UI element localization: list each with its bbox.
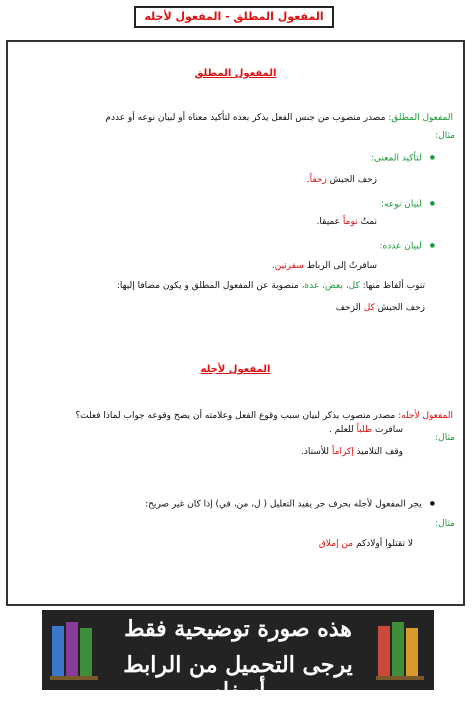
section2-example-label2: مثال: bbox=[435, 519, 455, 529]
banner-line1: هذه صورة توضيحية فقط bbox=[124, 616, 352, 642]
item2-highlight: نوماً bbox=[342, 217, 358, 227]
item3-label: ● لبيان عدده: bbox=[380, 240, 436, 253]
section1-example-label: مثال: bbox=[435, 131, 455, 141]
download-banner bbox=[42, 610, 434, 704]
section2-rule: ● يجر المفعول لأجله بحرف جر يفيد التعليل ( ل، من، في) إذا كان غير صريح: bbox=[145, 498, 435, 511]
section1-note-example: زحف الجيش كل الزحف bbox=[335, 303, 425, 313]
item2-label: ● لبيان نوعه: bbox=[381, 198, 435, 211]
item3-highlight: سفرتين bbox=[274, 261, 304, 271]
section2-ex3-highlight: من إملاق bbox=[318, 539, 354, 549]
section2-ex2-highlight: إكراماً bbox=[331, 447, 354, 457]
section1-note-example-highlight: كل bbox=[363, 303, 375, 313]
section1-definition bbox=[105, 112, 453, 124]
section2-heading: المفعول لأجله bbox=[200, 364, 271, 375]
books-icon bbox=[48, 620, 102, 682]
section1-def-term: المفعول المطلق: bbox=[388, 113, 453, 123]
content-frame bbox=[6, 40, 465, 606]
section2-definition bbox=[75, 410, 453, 422]
section1-note: تنوب ألفاظ منها: كل، بعض، عدة، منصوبة عن المفعول المطلق و يكون مضافا إليها: bbox=[116, 281, 425, 291]
section1-def-text: مصدر منصوب من جنس الفعل يذكر بعده لتأكيد معناه أو لبيان نوعه أو عددم bbox=[105, 113, 389, 123]
item2-sentence: نمتُ نوماً عميقا. bbox=[316, 217, 377, 227]
section1-note-highlight: كل، بعض، عدة، bbox=[301, 281, 360, 291]
section2-def-term: المفعول لأجله: bbox=[398, 411, 453, 421]
section2-def-text: مصدر منصوب يذكر لبيان سبب وقوع الفعل وعلامته أن يصح وقوعه جواب لماذا فعلت؟ bbox=[75, 411, 399, 421]
banner-line2: يرجى التحميل من الرابط أسفله bbox=[123, 652, 353, 704]
books-icon bbox=[374, 620, 428, 682]
section2-ex3: لا تقتلوا أولادكم من إملاق bbox=[318, 539, 413, 549]
item1-label: ● لتأكيد المعنى: bbox=[371, 152, 435, 165]
item3-sentence: سافرتُ إلى الرباط سفرتين. bbox=[271, 261, 377, 271]
section2-ex2: وقف التلاميذ إكراماً للأستاذ. bbox=[301, 447, 403, 457]
section2-ex1: سافرت طلباً للعلم . bbox=[328, 425, 403, 435]
item1-sentence: زحف الجيش زحفاً. bbox=[306, 175, 377, 185]
item1-highlight: زحفاً bbox=[309, 175, 327, 185]
section2-example-label: مثال: bbox=[435, 433, 455, 443]
section1-heading: المفعول المطلق bbox=[194, 68, 277, 79]
section2-ex1-highlight: طلباً bbox=[356, 425, 373, 435]
page-title-box bbox=[134, 6, 334, 28]
page-title: المفعول المطلق - المفعول لأجله bbox=[144, 10, 324, 23]
